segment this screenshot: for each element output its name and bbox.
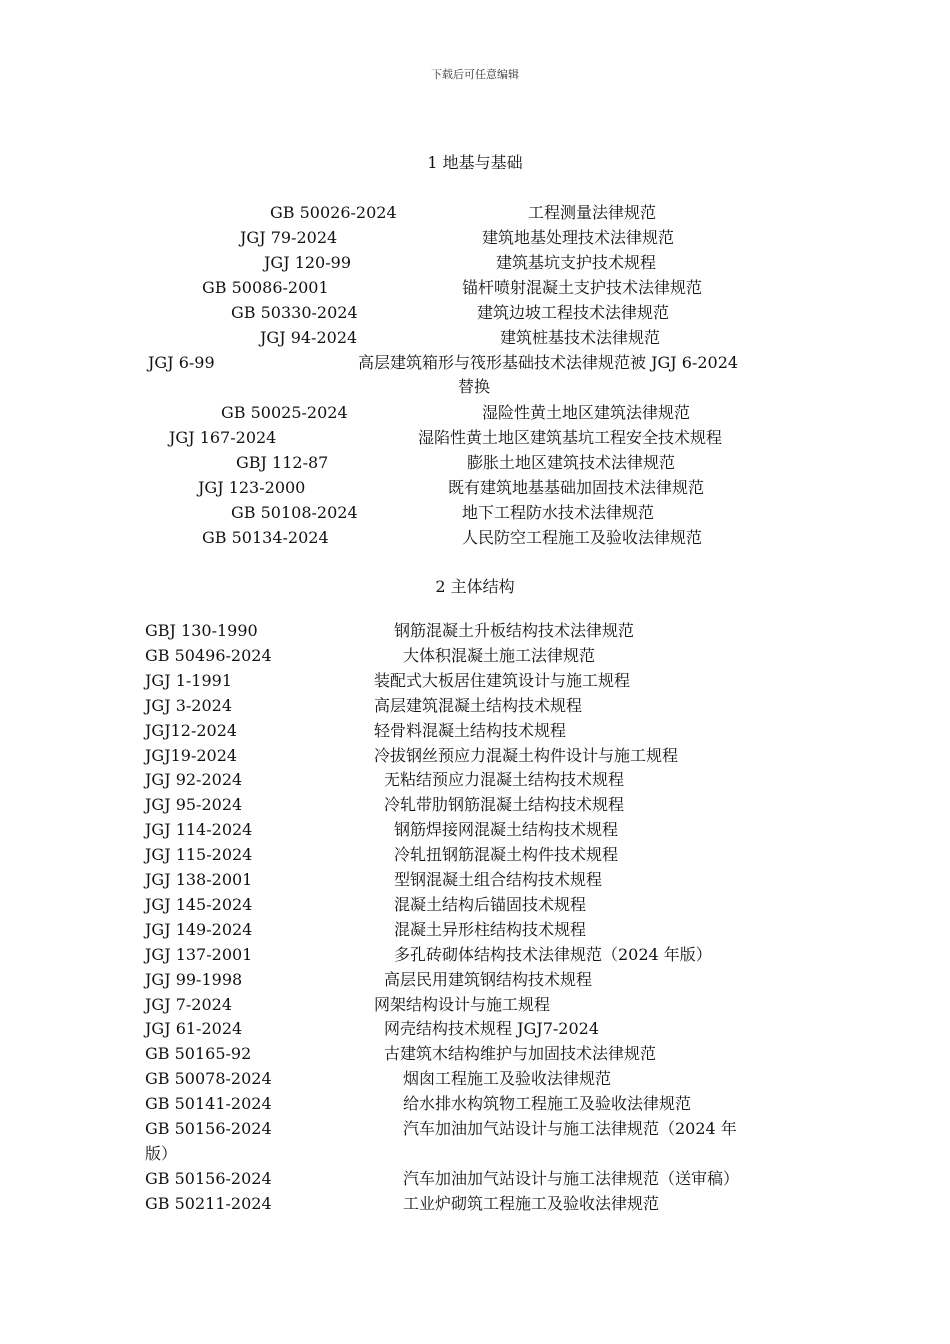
standard-title: 冷拔钢丝预应力混凝土构件设计与施工规程 [374,746,679,765]
standard-title: 锚杆喷射混凝土支护技术法律规范 [462,278,703,297]
list-item [0,917,950,942]
standard-title-continuation: 版） [145,1144,178,1163]
list-item [0,942,950,967]
list-item [0,1191,950,1216]
standard-code: JGJ 145-2024 [145,895,253,914]
standard-title: 网壳结构技术规程 JGJ7-2024 [384,1019,600,1038]
standard-code: GBJ 112-87 [236,453,329,472]
standard-code: JGJ 167-2024 [169,428,277,447]
standard-code: JGJ 115-2024 [145,845,253,864]
standard-code: GB 50134-2024 [202,528,329,547]
standard-code: GB 50141-2024 [145,1094,272,1113]
standard-code: JGJ 138-2001 [145,870,253,889]
standard-code: JGJ 7-2024 [145,995,232,1014]
standard-code: JGJ 3-2024 [145,696,232,715]
standard-title: 湿陷性黄土地区建筑基坑工程安全技术规程 [418,428,723,447]
list-item [0,743,950,768]
standard-code: JGJ19-2024 [145,746,238,765]
standard-title: 工程测量法律规范 [528,203,657,222]
standard-code: JGJ 94-2024 [260,328,358,347]
list-item [0,1116,950,1141]
section-heading-main-structure: 2 主体结构 [435,577,515,596]
list-item [0,1091,950,1116]
standard-code: GB 50165-92 [145,1044,252,1063]
list-item [0,325,950,350]
standard-code: JGJ 92-2024 [145,770,243,789]
standard-title: 无粘结预应力混凝土结构技术规程 [384,770,625,789]
standard-code: JGJ 79-2024 [240,228,338,247]
standard-code: GB 50108-2024 [231,503,358,522]
standard-code: GB 50211-2024 [145,1194,272,1213]
standard-title: 汽车加油加气站设计与施工法律规范（2024 年 [403,1119,737,1138]
page-header: 下载后可任意编辑 [431,68,519,81]
standard-title: 混凝土结构后锚固技术规程 [394,895,587,914]
standard-code: JGJ 120-99 [264,253,351,272]
list-item [0,1066,950,1091]
list-item [0,1166,950,1191]
standard-code: JGJ 1-1991 [145,671,232,690]
list-item [0,400,950,425]
standard-title: 建筑桩基技术法律规范 [500,328,661,347]
list-item [0,275,950,300]
list-item [0,693,950,718]
standard-code: GB 50156-2024 [145,1119,272,1138]
list-item [0,450,950,475]
standard-title: 古建筑木结构维护与加固技术法律规范 [384,1044,657,1063]
list-item [0,250,950,275]
standard-code: JGJ 149-2024 [145,920,253,939]
standard-title: 多孔砖砌体结构技术法律规范（2024 年版） [394,945,712,964]
standard-title: 湿险性黄土地区建筑法律规范 [482,403,691,422]
standard-code: JGJ 6-99 [148,353,215,372]
standard-title: 高层建筑混凝土结构技术规程 [374,696,583,715]
standard-title: 工业炉砌筑工程施工及验收法律规范 [403,1194,660,1213]
list-item [0,1041,950,1066]
list-item [0,618,950,643]
standard-title: 轻骨料混凝土结构技术规程 [374,721,567,740]
standard-title: 膨胀土地区建筑技术法律规范 [467,453,676,472]
standard-title-continuation: 替换 [458,377,491,396]
list-item [0,967,950,992]
list-item [0,500,950,525]
list-item [0,525,950,550]
standard-title: 装配式大板居住建筑设计与施工规程 [374,671,631,690]
list-item [0,892,950,917]
standard-title: 既有建筑地基基础加固技术法律规范 [448,478,705,497]
standard-title: 建筑地基处理技术法律规范 [482,228,675,247]
list-item [0,225,950,250]
list-item [0,767,950,792]
standard-code: GB 50156-2024 [145,1169,272,1188]
list-item [0,668,950,693]
list-item [0,992,950,1017]
standard-code: GB 50496-2024 [145,646,272,665]
list-item [0,475,950,500]
standard-code: GB 50025-2024 [221,403,348,422]
standard-title: 给水排水构筑物工程施工及验收法律规范 [403,1094,692,1113]
standard-title: 冷轧扭钢筋混凝土构件技术规程 [394,845,619,864]
list-item [0,792,950,817]
standard-title: 网架结构设计与施工规程 [374,995,551,1014]
standard-code: GB 50078-2024 [145,1069,272,1088]
standard-code: JGJ 95-2024 [145,795,243,814]
list-item [0,350,950,375]
list-item [0,817,950,842]
standard-code: GB 50026-2024 [270,203,397,222]
list-item [0,200,950,225]
standard-title: 钢筋混凝土升板结构技术法律规范 [394,621,635,640]
standard-title: 高层建筑箱形与筏形基础技术法律规范被 JGJ 6-2024 [358,353,739,372]
standard-title: 冷轧带肋钢筋混凝土结构技术规程 [384,795,625,814]
standard-title: 建筑基坑支护技术规程 [496,253,657,272]
standard-title: 钢筋焊接网混凝土结构技术规程 [394,820,619,839]
standard-title: 人民防空工程施工及验收法律规范 [462,528,703,547]
standard-code: JGJ 114-2024 [145,820,253,839]
standard-code: JGJ 99-1998 [145,970,243,989]
standard-code: GBJ 130-1990 [145,621,258,640]
list-item [0,643,950,668]
standard-code: JGJ 123-2000 [198,478,306,497]
section-heading-foundation: 1 地基与基础 [427,153,523,172]
standard-code: GB 50086-2001 [202,278,329,297]
list-item [0,842,950,867]
standard-title: 建筑边坡工程技术法律规范 [477,303,670,322]
standard-code: JGJ 61-2024 [145,1019,243,1038]
standard-code: JGJ 137-2001 [145,945,253,964]
standard-title: 地下工程防水技术法律规范 [462,503,655,522]
standard-title: 汽车加油加气站设计与施工法律规范（送审稿） [403,1169,740,1188]
standard-code: GB 50330-2024 [231,303,358,322]
list-item [0,425,950,450]
standard-code: JGJ12-2024 [145,721,238,740]
list-item [0,867,950,892]
standard-title: 烟囱工程施工及验收法律规范 [403,1069,612,1088]
standard-title: 型钢混凝土组合结构技术规程 [394,870,603,889]
list-item [0,718,950,743]
standard-title: 混凝土异形柱结构技术规程 [394,920,587,939]
standard-title: 高层民用建筑钢结构技术规程 [384,970,593,989]
list-item [0,300,950,325]
list-item [0,1016,950,1041]
standard-title: 大体积混凝土施工法律规范 [403,646,596,665]
